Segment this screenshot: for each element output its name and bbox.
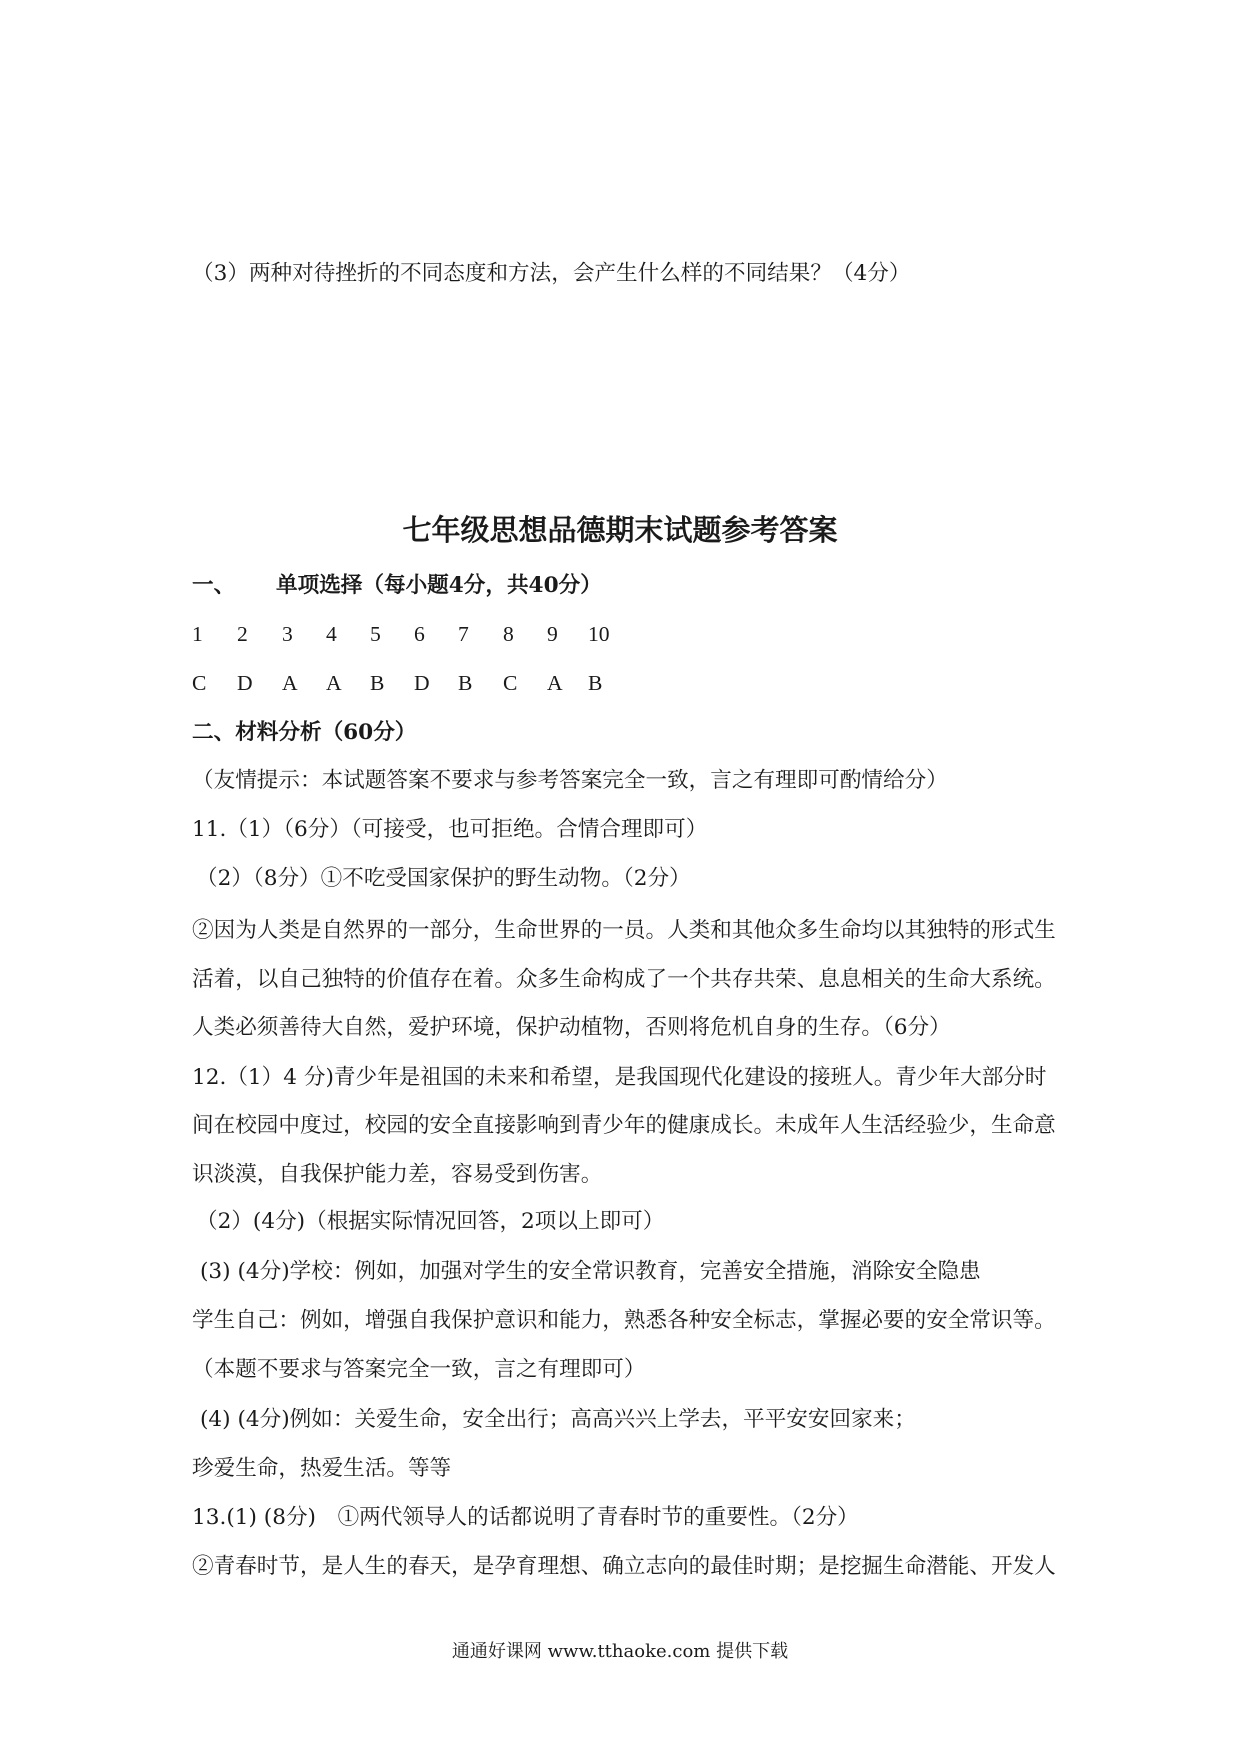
question-number: 8 <box>503 622 514 646</box>
question-number: 2 <box>237 622 248 646</box>
question-number: 10 <box>588 622 610 646</box>
answer-line: 12.（1）4 分)青少年是祖国的未来和希望，是我国现代化建设的接班人。青少年大部分时 <box>192 1065 1047 1090</box>
section-1-index: 一、 <box>192 573 236 598</box>
answer-letter: B <box>588 671 603 695</box>
answer-letter: C <box>192 671 207 695</box>
question-number: 7 <box>458 622 469 646</box>
answer-line: （2）(4分)（根据实际情况回答，2项以上即可） <box>196 1209 665 1234</box>
answer-line: 识淡漠，自我保护能力差，容易受到伤害。 <box>192 1162 603 1187</box>
answer-line: 间在校园中度过，校园的安全直接影响到青少年的健康成长。未成年人生活经验少，生命意 <box>192 1113 1056 1138</box>
question-number: 5 <box>370 622 381 646</box>
question-number: 9 <box>547 622 558 646</box>
answer-line: 11.（1）（6分）（可接受，也可拒绝。合情合理即可） <box>192 817 708 842</box>
page-footer: 通通好课网 www.tthaoke.com 提供下载 <box>451 1641 789 1662</box>
answer-letter: A <box>282 671 298 695</box>
question-number: 3 <box>282 622 293 646</box>
answer-line: 人类必须善待大自然，爱护环境，保护动植物，否则将危机自身的生存。（6分） <box>192 1015 951 1040</box>
answer-letter: B <box>370 671 385 695</box>
answer-line: 学生自己：例如，增强自我保护意识和能力，熟悉各种安全标志，掌握必要的安全常识等。 <box>192 1308 1056 1333</box>
answer-line: 活着，以自己独特的价值存在着。众多生命构成了一个共存共荣、息息相关的生命大系统。 <box>192 967 1056 992</box>
answer-line: ②因为人类是自然界的一部分，生命世界的一员。人类和其他众多生命均以其独特的形式生 <box>192 918 1056 943</box>
question-number: 1 <box>192 622 203 646</box>
question-3-text: （3）两种对待挫折的不同态度和方法，会产生什么样的不同结果？（4分） <box>192 261 911 286</box>
page-title: 七年级思想品德期末试题参考答案 <box>402 513 838 547</box>
answer-letter: A <box>326 671 342 695</box>
answer-letter: B <box>458 671 473 695</box>
answer-line: (3) (4分)学校：例如，加强对学生的安全常识教育，完善安全措施，消除安全隐患 <box>200 1259 981 1284</box>
answer-line: (4) (4分)例如：关爱生命，安全出行；高高兴兴上学去，平平安安回家来； <box>200 1407 916 1432</box>
question-number: 6 <box>414 622 425 646</box>
answer-letter: D <box>414 671 430 695</box>
answer-letter: A <box>547 671 563 695</box>
answer-line: ②青春时节，是人生的春天，是孕育理想、确立志向的最佳时期；是挖掘生命潜能、开发人 <box>192 1554 1056 1579</box>
answer-line: （本题不要求与答案完全一致，言之有理即可） <box>192 1357 646 1382</box>
section-2-heading: 二、材料分析（60分） <box>192 720 417 745</box>
answer-line: 13.(1) (8分) ①两代领导人的话都说明了青春时节的重要性。（2分） <box>192 1505 859 1530</box>
answer-line: （2）（8分）①不吃受国家保护的野生动物。（2分） <box>196 866 691 891</box>
friendly-tip: （友情提示：本试题答案不要求与参考答案完全一致，言之有理即可酌情给分） <box>192 768 948 793</box>
answer-letter: C <box>503 671 518 695</box>
section-1-heading: 单项选择（每小题4分，共40分） <box>276 573 602 598</box>
answer-line: 珍爱生命，热爱生活。等等 <box>192 1456 452 1481</box>
answer-letter: D <box>237 671 253 695</box>
question-number: 4 <box>326 622 337 646</box>
